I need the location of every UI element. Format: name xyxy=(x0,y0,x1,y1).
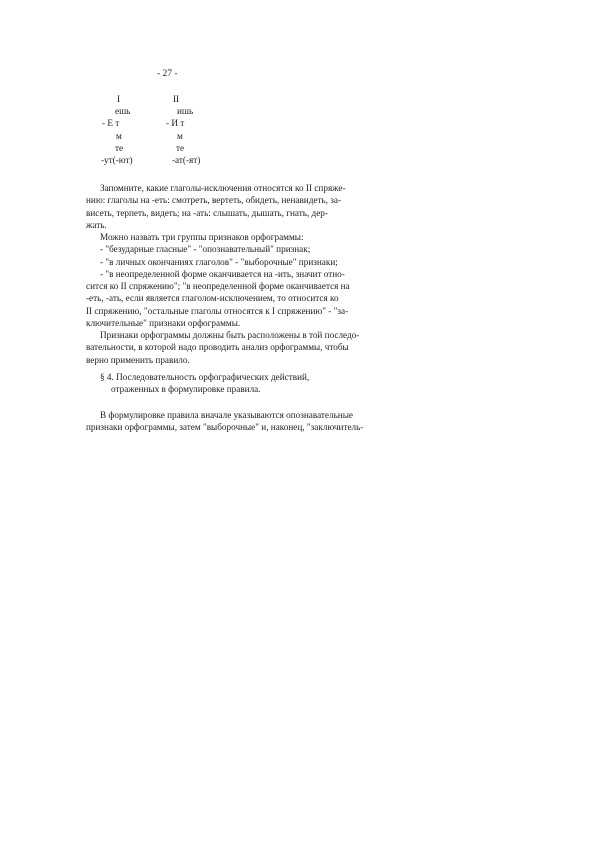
conj2-row: - И т xyxy=(166,118,185,129)
paragraph-order xyxy=(86,329,391,366)
text-line: нию: глаголы на -еть: смотреть, вертеть, обидеть, ненавидеть, за- xyxy=(86,195,342,206)
text-line: признаки орфограммы, затем "выборочные" и, наконец, "заключитель- xyxy=(86,422,364,433)
page-number: - 27 - xyxy=(157,69,178,79)
text-line: жать. xyxy=(86,219,107,230)
section-heading xyxy=(100,371,309,396)
bullet-item: - "в личных окончаниях глаголов" - "выборочные" признаки; xyxy=(100,256,338,267)
text-line: ключительные" признаки орфограммы. xyxy=(86,318,241,329)
conj1-row: м xyxy=(116,130,122,141)
conj1-heading: I xyxy=(117,94,121,104)
conj1-row: -ут(-ют) xyxy=(101,154,133,165)
conj1-row: - Е т xyxy=(102,118,120,129)
text-line: Можно назвать три группы признаков орфограммы: xyxy=(100,232,304,242)
conj1-row: ешь xyxy=(115,106,131,117)
conj2-heading: II xyxy=(173,94,180,104)
text-line: вательности, в которой надо проводить анализ орфограммы, чтобы xyxy=(86,342,349,353)
text-line: Признаки орфограммы должны быть расположены в той последо- xyxy=(100,330,360,340)
text-line: -еть, -ать, если является глаголом-исключением, то относится ко xyxy=(86,293,339,304)
section-heading-line: отраженных в формулировке правила. xyxy=(111,384,261,395)
conjugation-column-2 xyxy=(150,93,220,166)
bullet-item: - "безударные гласные" - "опознавательный" признак; xyxy=(100,244,311,255)
conj2-row: те xyxy=(176,142,185,153)
text-line: верно применить правило. xyxy=(86,354,190,365)
text-line: Запомните, какие глаголы-исключения относятся ко II спряже- xyxy=(100,183,346,193)
bullet-item: - "в неопределенной форме оканчивается на -ить, значит отно- xyxy=(100,268,345,279)
text-line: В формулировке правила вначале указываются опознавательные xyxy=(100,410,353,420)
conj2-row: м xyxy=(177,130,183,141)
paragraph-criteria xyxy=(86,231,391,329)
conj2-row: ишь xyxy=(177,106,194,117)
section-heading-line: § 4. Последовательность орфографических действий, xyxy=(100,372,310,382)
text-line: сится ко II спряжению"; "в неопределенной форме оканчивается на xyxy=(86,281,350,292)
paragraph-rule xyxy=(86,409,391,434)
conj2-row: -ат(-ят) xyxy=(172,154,201,165)
paragraph-exceptions xyxy=(86,182,391,231)
text-line: висеть, терпеть, видеть; на -ать: слышать, дышать, гнать, дер- xyxy=(86,207,328,218)
text-line: II спряжению, "остальные глаголы относятся к I спряжению" - "за- xyxy=(86,305,349,316)
conj1-row: те xyxy=(115,142,124,153)
